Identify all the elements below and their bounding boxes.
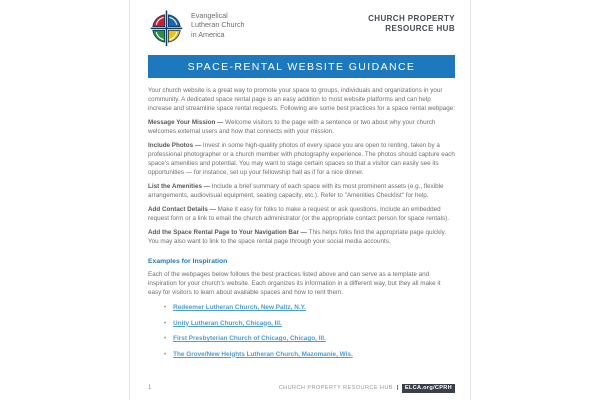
intro-paragraph: Your church website is a great way to promote your space to groups, individuals and organizations in your community. A dedicated space rental page is an easy addition to most website platforms and can help increase and streamline space rental requests. Following are some best practices for a space rental webpage: (148, 87, 455, 112)
org-name-line: in America (191, 29, 225, 39)
page-title: SPACE-RENTAL WEBSITE GUIDANCE (148, 55, 455, 78)
best-practice-paragraph (148, 228, 455, 246)
example-church-link[interactable]: First Presbyterian Church of Chicago, Chicago, Ill. (173, 335, 326, 342)
paragraph-lead: List the Amenities — (148, 183, 211, 190)
paragraph-lead: Add Contact Details — (148, 206, 216, 213)
list-item (164, 303, 455, 313)
resource-hub-title: CHURCH PROPERTY RESOURCE HUB (368, 14, 455, 33)
paragraph-text: Invest in some high-quality photos of every space you are open to renting, taken by a professional photographer or a church member with photography experience. The photos should capture each space's amenities and potential. You may want to stage certain spaces so that a visitor can easily see its opportunities — for instance, set up your fellowship hall as if for a nice dinner. (148, 142, 455, 176)
list-item (164, 319, 455, 329)
paragraph-text: Welcome visitors to the page with a sentence or two about why your church welcomes external users and how that connects with your mission. (148, 119, 436, 135)
footer-url-badge[interactable]: ELCA.org/CPRH (402, 384, 455, 394)
bullet-icon: • (164, 351, 167, 358)
paragraph-text: Include a brief summary of each space with its most prominent assets (e.g., flexible arrangements, audiovisual equipment, seating capacity, etc.). Refer to "Amenities Checklist" for help. (148, 183, 444, 199)
example-church-link[interactable]: Redeemer Lutheran Church, New Paltz, N.Y. (173, 304, 306, 311)
examples-heading: Examples for Inspiration (148, 258, 228, 265)
elca-logo-icon (148, 9, 185, 46)
footer-hub-label: CHURCH PROPERTY RESOURCE HUB (278, 385, 393, 392)
paragraph-lead: Include Photos — (148, 142, 202, 149)
example-church-link[interactable]: The Grove/New Heights Lutheran Church, Mazomanie, Wis. (173, 350, 353, 358)
org-name (191, 11, 245, 39)
best-practice-paragraph (148, 118, 455, 136)
footer-separator: | (396, 385, 399, 392)
paragraph-text: Make it easy for folks to make a request or ask questions. Include an embedded request form or a link to email the church administrator (or the appropriate contact person for space rentals). (148, 206, 449, 222)
document-header (148, 9, 455, 46)
footer-right (279, 384, 455, 394)
best-practice-paragraph (148, 182, 455, 200)
best-practice-paragraph (148, 205, 455, 223)
list-item (164, 350, 455, 360)
list-item (164, 334, 455, 344)
org-name-line: Lutheran Church (191, 20, 245, 30)
page-number: 1 (148, 385, 152, 392)
bullet-icon: • (164, 336, 167, 342)
document-page (129, 0, 471, 400)
examples-intro: Each of the webpages below follows the best practices listed above and can serve as a template and inspiration for your church's website. Each organizes its information in a different way, but they all make it easy for visitors to learn about available spaces and how to rent them. (148, 271, 441, 296)
document-footer (148, 384, 455, 394)
example-links-list (148, 303, 455, 360)
bullet-icon: • (164, 320, 167, 327)
bullet-icon: • (164, 305, 167, 311)
paragraph-lead: Message Your Mission — (148, 119, 224, 126)
paragraph-text: This helps folks find the appropriate page quickly. You may also want to link to the space rental page through your social media accounts. (148, 229, 447, 245)
org-name-line: Evangelical (191, 11, 228, 20)
paragraph-lead: Add the Space Rental Page to Your Navigation Bar — (148, 229, 307, 236)
best-practice-paragraph (148, 141, 455, 177)
example-church-link[interactable]: Unity Lutheran Church, Chicago, Ill. (173, 319, 282, 327)
document-body (148, 86, 455, 360)
